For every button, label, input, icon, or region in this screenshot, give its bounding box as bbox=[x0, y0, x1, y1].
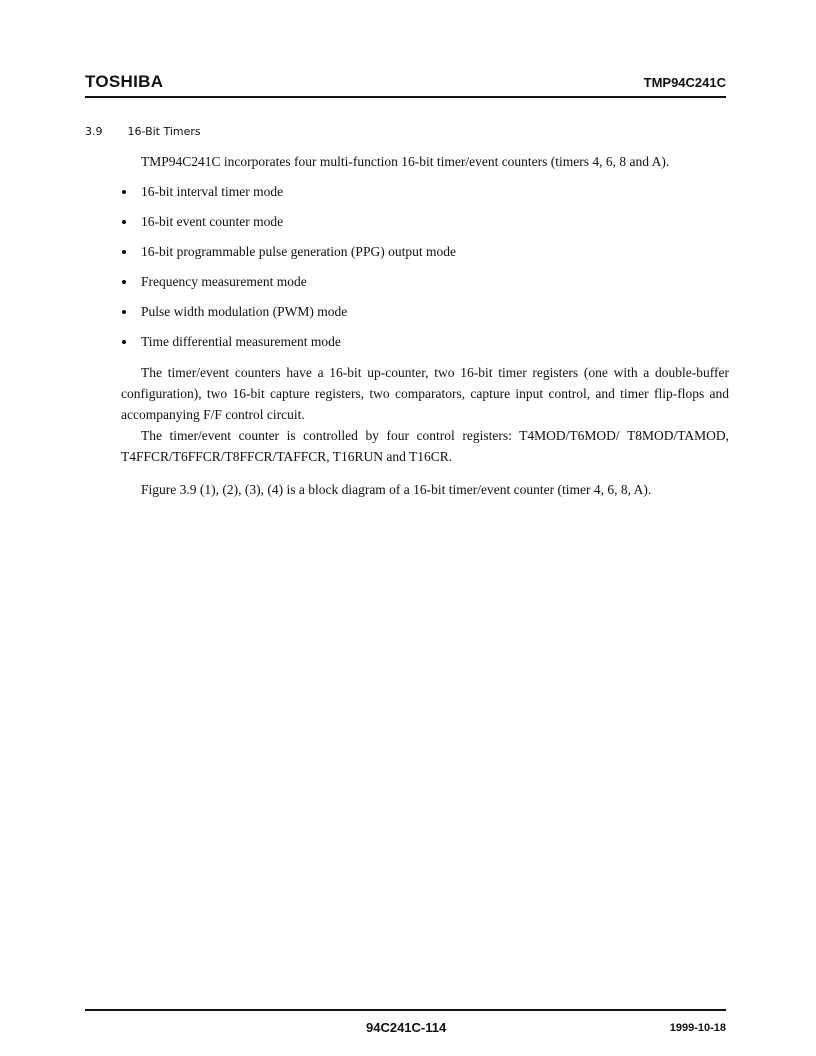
list-item bbox=[121, 214, 456, 244]
mode-label: 16-bit interval timer mode bbox=[141, 184, 284, 199]
bullet-icon bbox=[122, 340, 126, 344]
bullet-icon bbox=[122, 310, 126, 314]
section-heading bbox=[85, 125, 201, 138]
mode-list bbox=[121, 184, 456, 364]
body-paragraph-figure-reference: Figure 3.9 (1), (2), (3), (4) is a block diagram of a 16-bit timer/event counter (timer 4, 6, 8, A). bbox=[141, 482, 652, 497]
intro-paragraph: TMP94C241C incorporates four multi-function 16-bit timer/event counters (timers 4, 6, 8 and A). bbox=[141, 154, 670, 169]
list-item bbox=[121, 304, 456, 334]
bullet-icon bbox=[122, 250, 126, 254]
bullet-icon bbox=[122, 190, 126, 194]
mode-label: 16-bit programmable pulse generation (PPG) output mode bbox=[141, 244, 456, 259]
header-divider bbox=[85, 96, 726, 98]
mode-label: Frequency measurement mode bbox=[141, 274, 307, 289]
list-item bbox=[121, 334, 456, 364]
bullet-icon bbox=[122, 280, 126, 284]
document-date: 1999-10-18 bbox=[669, 1022, 726, 1034]
list-item bbox=[121, 274, 456, 304]
body-paragraph-structure: The timer/event counters have a 16-bit up-counter, two 16-bit timer registers (one with a double-buffer configuration), two 16-bit capture registers, two comparators, capture input control, and timer flip-flops and accompanying F/F control circuit. bbox=[121, 365, 729, 422]
brand-logo: TOSHIBA bbox=[85, 72, 164, 91]
page-number: 94C241C-114 bbox=[366, 1020, 447, 1035]
body-paragraph-registers: The timer/event counter is controlled by four control registers: T4MOD/T6MOD/ T8MOD/TAMOD, T4FFCR/T6FFCR/T8FFCR/TAFFCR, T16RUN and T16CR. bbox=[121, 428, 729, 464]
footer-divider bbox=[85, 1009, 726, 1011]
bullet-icon bbox=[122, 220, 126, 224]
list-item bbox=[121, 244, 456, 274]
section-number: 3.9 bbox=[85, 125, 103, 138]
mode-label: Time differential measurement mode bbox=[141, 334, 341, 349]
page-header bbox=[85, 72, 726, 98]
section-title: 16-Bit Timers bbox=[127, 125, 201, 138]
document-id: TMP94C241C bbox=[643, 75, 726, 90]
mode-label: 16-bit event counter mode bbox=[141, 214, 284, 229]
mode-label: Pulse width modulation (PWM) mode bbox=[141, 304, 348, 319]
list-item bbox=[121, 184, 456, 214]
